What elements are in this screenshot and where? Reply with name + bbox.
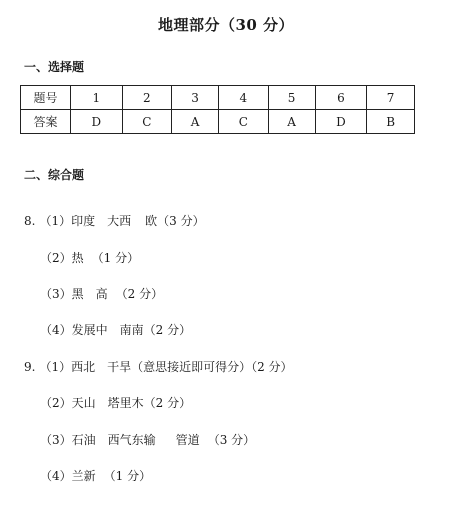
question-number: 8. (24, 214, 36, 228)
question-number-cell: 1 (71, 86, 123, 110)
q8-line-2 (40, 249, 139, 266)
sub-question-label: （2） (40, 251, 72, 265)
score-text: （3 分） (207, 433, 256, 447)
answer-cell: C (122, 110, 172, 134)
question-number-cell: 4 (219, 86, 269, 110)
answer-cell: D (71, 110, 123, 134)
answer-text: 大西 (107, 214, 132, 228)
row-label-number: 题号 (21, 86, 71, 110)
section-heading-choice: 一、选择题 (24, 60, 85, 74)
sub-question-label: （3） (40, 287, 72, 301)
question-number-cell: 7 (367, 86, 415, 110)
question-number-cell: 2 (122, 86, 172, 110)
answer-text: 塔里木（2 分） (107, 396, 192, 410)
answer-text: 西北 (71, 360, 96, 374)
answer-table (20, 85, 415, 134)
answer-text: 印度 (71, 214, 96, 228)
q8-line-4 (40, 321, 191, 338)
sub-question-label: （1） (39, 214, 72, 228)
answer-cell: A (172, 110, 219, 134)
answer-text: 高 (95, 287, 108, 301)
answer-text: 天山 (71, 396, 96, 410)
q9-line-4 (40, 467, 151, 484)
sub-question-label: （2） (40, 396, 72, 410)
answer-cell: C (219, 110, 269, 134)
answer-cell: D (315, 110, 367, 134)
answer-text: 管道 (175, 433, 200, 447)
q8-line-1 (24, 212, 205, 229)
row-label-answer: 答案 (21, 110, 71, 134)
answer-cell: A (268, 110, 315, 134)
sub-question-label: （3） (40, 433, 72, 447)
table-row-answers (21, 110, 415, 134)
table-row-numbers (21, 86, 415, 110)
score-text: （1 分） (91, 251, 140, 265)
answer-text: 欧（3 分） (145, 214, 205, 228)
sub-question-label: （1） (39, 360, 72, 374)
answer-text: 黑 (71, 287, 84, 301)
q8-line-3 (40, 285, 163, 302)
sub-question-label: （4） (40, 323, 72, 337)
question-number-cell: 3 (172, 86, 219, 110)
score-text: （2 分） (115, 287, 164, 301)
score-text: （1 分） (103, 469, 152, 483)
q9-line-1 (24, 358, 293, 375)
q9-line-2 (40, 394, 191, 411)
sub-question-label: （4） (40, 469, 72, 483)
answer-text: 石油 (71, 433, 96, 447)
section-heading-comprehensive: 二、综合题 (24, 168, 85, 182)
answer-cell: B (367, 110, 415, 134)
question-number-cell: 6 (315, 86, 367, 110)
question-number-cell: 5 (268, 86, 315, 110)
question-number: 9. (24, 360, 36, 374)
page-title: 地理部分（30 分） (157, 16, 295, 34)
answer-text: 南南（2 分） (119, 323, 192, 337)
q9-line-3 (40, 431, 255, 448)
answer-text: 热 (71, 251, 84, 265)
answer-text: 兰新 (71, 469, 96, 483)
answer-text: 西气东输 (107, 433, 156, 447)
answer-text: 干旱（意思接近即可得分）（2 分） (107, 360, 293, 374)
answer-text: 发展中 (71, 323, 108, 337)
